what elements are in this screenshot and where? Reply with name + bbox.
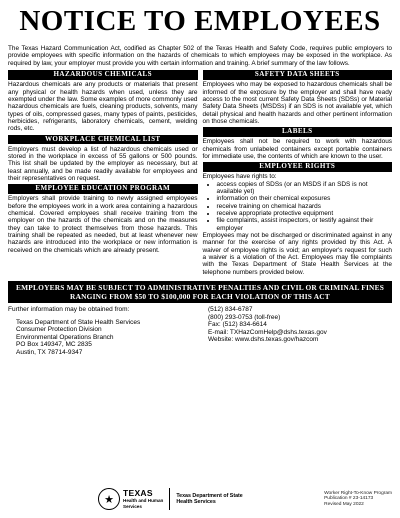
hhs-logo (98, 488, 163, 510)
logo-title: TEXAS (123, 488, 153, 499)
logo-subtitle: Health and Human (123, 498, 164, 504)
left-column (8, 70, 198, 278)
texas-star-seal-icon: ★ (98, 488, 120, 510)
fax-number: Fax: (512) 834-6614 (208, 321, 267, 329)
revision-date: Revised May 2022 (324, 501, 364, 507)
phone-number: (512) 834-6787 (208, 306, 253, 314)
department-name: Texas Department of State (176, 492, 243, 499)
logo-subtitle: Services (123, 503, 142, 509)
email-link[interactable]: E-mail: TXHazComHelp@dshs.texas.gov (208, 328, 327, 336)
content-columns (8, 70, 392, 278)
toll-free-number: (800) 293-0753 (toll-free) (208, 313, 281, 321)
footer (8, 486, 392, 512)
contact-lead: Further information may be obtained from: (8, 306, 130, 314)
address-line: Environmental Operations Branch (16, 333, 114, 341)
page-title: NOTICE TO EMPLOYEES (19, 5, 381, 37)
workplace-chemical-list-header: WORKPLACE CHEMICAL LIST (8, 135, 198, 145)
list-item: • access copies of SDSs (or an MSDS if an SDS is not available yet) (217, 181, 393, 196)
employee-rights-body: Employees may not be discharged or discriminated against in any manner for the exercise of any rights provided by this Act. A waiver of employee rights is void; an employer's request for such a waiver is a violation of the Act. Employees may file complaints with the Texas Department of State Health Services at the telephone numbers provided below. (202, 232, 392, 276)
address-line: Consumer Protection Division (16, 326, 102, 334)
publication-info (324, 491, 392, 508)
list-item: • file complaints, assist inspectors, or testify against their employer (217, 217, 393, 232)
employee-rights-header: EMPLOYEE RIGHTS (203, 162, 393, 172)
address-line: Texas Department of State Health Services (16, 318, 141, 326)
labels-body: Employees shall not be required to work with hazardous chemicals from unlabeled containers except portable containers for immediate use, the contents of which are known to the user. (202, 138, 392, 160)
labels-header: LABELS (203, 127, 393, 137)
intro-paragraph: The Texas Hazard Communication Act, codified as Chapter 502 of the Texas Health and Safety Code, requires public employers to provide employees with specific information on the hazards of chemicals to which employees may be exposed in the workplace. As required by law, your employer must provide you with certain information and training. A brief summary of the law follows. (8, 45, 392, 67)
employee-education-body: Employers shall provide training to newly assigned employees before the employees work in a work area containing a hazardous chemical. Covered employees shall receive training from the employer on the hazards of the chemicals and on the measures they can take to protect themselves from those hazards. This training shall be repeated as needed, but at least whenever new hazards are introduced into the workplace or new information is received on the chemicals which are already present. (8, 195, 198, 254)
website-link[interactable]: Website: www.dshs.texas.gov/hazcom (208, 336, 319, 344)
employee-rights-list (203, 181, 393, 232)
address-line: PO Box 149347, MC 2835 (16, 341, 92, 349)
employee-education-header: EMPLOYEE EDUCATION PROGRAM (8, 184, 198, 194)
safety-data-sheets-body: Employees who may be exposed to hazardous chemicals shall be informed of the exposure by the employer and shall have ready access to the most current Safety Data Sheets (SDSs) or Material Safety Data Sheets (MSDSs) if an SDS is not available yet, which detail physical and health hazards and other pertinent information on those chemicals. (202, 81, 392, 125)
publication-number: Publication # 23-14173 (324, 496, 374, 502)
address-line: Austin, TX 78714-9347 (16, 348, 83, 356)
employee-rights-lead: Employees have rights to: (202, 173, 277, 181)
contact-section (8, 306, 392, 356)
right-column (203, 70, 393, 278)
department-name: Health Services (176, 499, 216, 505)
list-item: • receive appropriate protective equipment (217, 210, 393, 217)
hazardous-chemicals-header: HAZARDOUS CHEMICALS (8, 70, 198, 80)
list-item: • receive training on chemical hazards (217, 203, 393, 210)
penalties-banner: EMPLOYERS MAY BE SUBJECT TO ADMINISTRATIVE PENALTIES AND CIVIL OR CRIMINAL FINES RANGING FROM $50 TO $100,000 FOR EACH VIOLATION OF THIS ACT (8, 281, 392, 303)
list-item: • information on their chemical exposures (217, 195, 393, 202)
mailing-address (8, 319, 208, 357)
workplace-chemical-list-body: Employers must develop a list of hazardous chemicals used or stored in the workplace in excess of 55 gallons or 500 pounds. This list shall be updated by the employer as necessary, but at least annually, and be made readily available for employees and their representatives on request. (8, 145, 198, 182)
contact-address-block (8, 306, 208, 356)
program-name: Worker Right-To-Know Program (324, 490, 392, 496)
dshs-logo-text (176, 493, 242, 505)
safety-data-sheets-header: SAFETY DATA SHEETS (203, 70, 393, 80)
hazardous-chemicals-body: Hazardous chemicals are any products or materials that present any physical or health hazards when used, unless they are exempted under the law. Some examples of more commonly used hazardous chemicals are fuels, cleaning products, solvents, many types of oils, compressed gases, many types of paints, pesticides, herbicides, refrigerants, laboratory chemicals, cement, welding rods, etc. (8, 81, 198, 133)
logo-divider (169, 488, 170, 510)
contact-numbers-block (208, 306, 392, 356)
